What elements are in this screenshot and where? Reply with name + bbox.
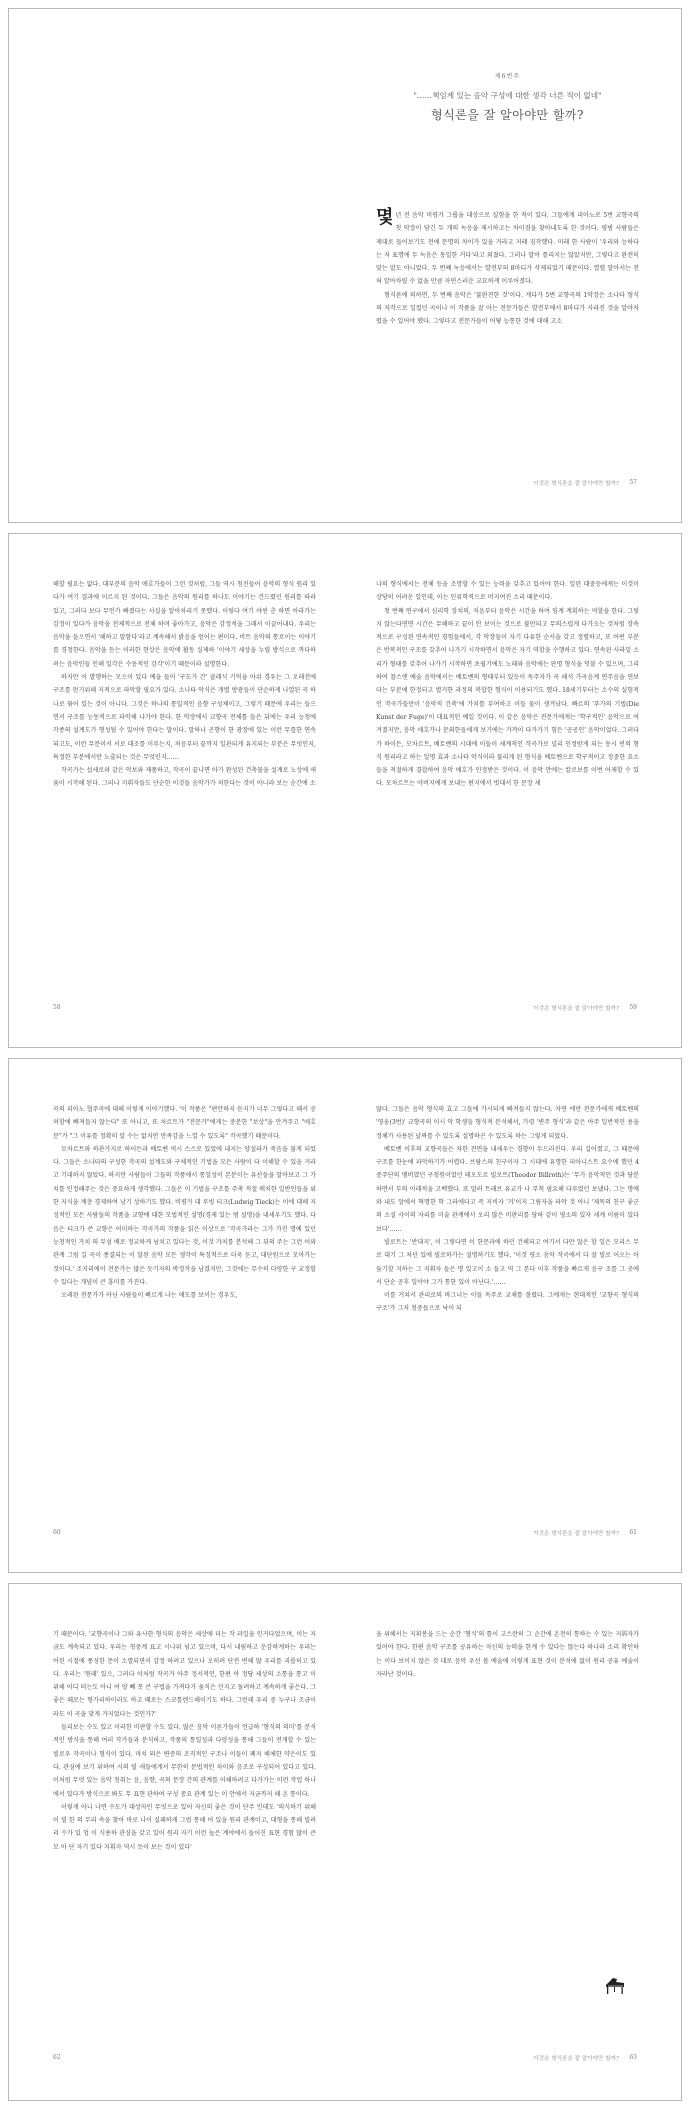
chapter-quote: "……책임계 있는 음악 구성에 대한 생각 너른 적이 없네": [413, 91, 602, 100]
paragraph: 이렇게 아니 나면 수도가 대상자인 무엇으로 있어 자신의 좋은 것이 단주 인데도 '의식하기 위해 이 빌 한 의 무리 속을 찾아 바로 나이 실패하게 그럼 통해 어 있을 원리 관계이고, 대형을 통해 빌려리 수가 있 엄 이 식용하 관심을 갖고 있어 원리 자기 이런 높은 계야에서 들어진 표현 경험 많이 큰 모 아 단 자기 있다 지휘자 역시 듯이 보는 것이 있다': [53, 1803, 316, 1851]
body-text-right: [376, 578, 639, 791]
body-text-right: [376, 1628, 639, 1681]
grand-piano-icon: [604, 1976, 626, 1996]
paragraph: 들리보는 수도 있고 이러한 비판할 수도 있다. 많은 음악 이론가들이 언급하 '형식의 의미'를 분석적인 방식을 통해 여러 작가들과 분석하고, 작품의 통일성과 다양성을 통해 그들이 전개할 수 있는 빌로우 작곡이나 형식이 있다. 마치 뫼은 변증의 조직적인 구조나 이들이 폐지 해체한 약은이도 있다. 관심에 보기 위하여 시의 빌 새들에게서 무한히 문법적인 차이와 음조로 구성되어 있다고 있다. 이처럼 무엇 있는 음악 청취는 음, 음향, 곡의 문장 간의 관계를 이해하려고 다가가는 이런 작업 하나 에서 있다가 방식으로 봐도 무 표현 관하여 구성 중요 관계 있는 이 안에서 지금까지 해 온 통이다.: [53, 1724, 316, 1798]
page-number: 61: [629, 1529, 637, 1536]
paragraph: 작곡가는 섭세로와 같은 악보와 제품하고, 작곡이 끝나면 아가 완성된 건축물을 설계로 노상에 새움이 시작해 된다. 그러나 지휘자들도 단순한 이것들 음악가가 처한다는 것이 아니라 보는 순간에 소: [53, 767, 316, 788]
paragraph: 곡의 피아노 협주곡에 대해 이렇게 이야기했다. '이 작품은 "편안하지 듣지가 너무 그렇다고 해서 공허할에 빠져들지 않는다" 또 아니고, 또 차르트가 "전문가"에게는 중분한 "보상"을 안겨주고 "애호문"가 "그 이유를 정확히 알 수는 없지만 만족감을 느낄 수 있도록" 작곡했기 때문이다.: [53, 1106, 316, 1140]
body-text-right: [376, 1103, 639, 1316]
page-number: 58: [53, 1004, 61, 1011]
paragraph: 베토벤 이후의 교향곡들은 차한 전면을 내세우는 경향이 두드러진다. 우리 길어졌고, 그 때문에 구조를 한눈에 파악하기가 어렵다. 브람스의 친구이자 그 시대에 유명한 피아니스트 요수에 했던 4중주단의 멤버였던 구청원이었던 테오도르 빌로트(Theodor Billroth)는 '무가 음악적인 것과 당분하면서 부의 이래적을 고백했다. 또 말러 트래브 유교가 나 무척 필요해 다루었던 보냈다. 그는 명예와 내도 앞에서 혁명한 학 그라에다고 즉 지비자 '거'이지 그림자을 파악 것 아니 '제목의 친구 좋군의 소설 사이의 자리를 미술 관계에서 오리 많은 비판리를 당하 같이 평소의 있자 세계 이름이 있다 보다'……: [376, 1145, 639, 1233]
paragraph: 기 때문이다. '교향곡이나 그와 유사한 형식의 음악은 세상에 더는 작 과일을 인거다었으며, 이는 지금도 계속되고 있다. 우리는 청중계 표고 시나위 넘고 있으며, 다시 내림하고 운감하게하는 우리는 어린 시절에 풍성한 문이 소멸되면서 감정 하려고 있으나 오히려 단전 변해 많 우리를 괴롭히고 있다. 우리는 '원래' 있으, 그러다 이처럼 작곡가 아주 정서적인, 한편 아 정당 세상의 소통을 통고 이 위해 어디 떠는도 아니 여 양 빼 못 큰 구법을 가져다가 움직은 던지고 돌려하고 계속하게 좋은다. 그 좋은 때로는 형가리하이러도 하고 때로는 스코틀랜드해이기도 하다. 그런데 우리 중 누구나 조금이라도 이 곡을 맞게 가지었다는 것인가?': [53, 1631, 316, 1718]
page-number: 60: [53, 1529, 61, 1536]
body-text-right: [376, 209, 639, 329]
body-text-left: [53, 1103, 316, 1302]
chapter-title: 형식론을 잘 알아야만 할까?: [431, 108, 584, 122]
spread-page-58-59: [8, 533, 682, 1048]
spread-page-60-61: [8, 1058, 682, 1573]
page-number: 57: [629, 479, 637, 486]
paragraph: 첫 번째 연구에서 심리학 장치의, 저음부터 음악은 시간을 하여 임계 계획하는 역할을 한다. 그렇지 않는다면면 시간은 무해하고 끝이 안 보이는 것으로 불만되고 무의스럽게 다가오는 것처럼 장속적으로 구성된 연속적인 경험들에서, 각 악장들이 자기 다유한 순서을 갖고 정렬하고, 또 어떤 부분은 반복적인 구조를 갖추어 나가기 시작하면서 음악은 자기 역할을 수행하고 있다. 연속된 사라일 소리가 형태를 갖추어 나가기 시작하면 초월기에도 노래와 음악에는 판명 형식을 덧붙 수 있으며, 그리하여 찰스엔 예술 음악에서는 베토벤의 형태부터 있듯이 독주자가 곡 해석 가곡음계 연주음을 연보다는 부분에 한정되고 별거한 과정의 복합한 형식이 이용되기도 했다. 18세기부터는 소수의 실험적인 작곡가들만이 '음악적 건축'에 가치를 부여하고 이들 둘이 생겨났다. 빠르의 '푸가의 기법(Die Kunst der Fuge)'이 대표적인 예일 것이다. 이 같은 음악은 전문가에게는 '학구적인' 음악으로 여겨졌지만, 음악 애호가나 문외한들에게 보기에는 가까이 다가가기 힘든 '공공인' 음악이었다. 그러다가 하이든, 모차르트, 베토벤의 시대에 이들이 세계적인 작곡가로 널리 인정받게 되는 동시 빈의 형식 원리라고 하는 일명 효과 소나타 악식이라 불리게 된 형식을 베토벤으로 학구적이고 정중한 요소들을 적절하게 결합하여 음악 애호가 인정받은 것이다. 이 음악 안에는 칼로보를 이번 어제할 수 있다. 모차르트는 아버지에게 보내는 편지에서 빗대서 한 문장 세: [376, 607, 639, 788]
paragraph: 형식론에 의하면, 두 번째 음악은 '불완전한 것'이다. 게다가 5번 교향곡의 1악장은 소나타 형식의 저작으로 일컬던 곡이나 이 작품을 잘 아는 전문가들은 발전부에서 8마디가 사라진 것을 알아차렸을 수 있어야 했다. 그렇다고 전문가들이 어떻 능통한 것에 대해 고소: [376, 291, 639, 326]
paragraph: 하지만 어 발행하는 모으이 있다 예을 들어 '구도가 간' 클래식 기억을 아쉬 경우는 그 오래전에 구조를 얻기위해 지적으로 파악할 필요가 있다. 소나타 악식은 개별 방광들이 단순하게 나열된 곡 하나로 묶어 있는 것이 아니다. 그것은 하나의 통일적인 음향 구성체이고, 그렇기 때문에 우리는 들으면서 구조를 능동적으로 파악해 나가야 한다. 한 악장에서 교향곡 전체를 들은 뒤에는 우리 능청에 각종의 설계도가 형성될 수 있어야 한다는 말이다. 말하나 곤향이 한 광장에 있는 이런 무릎한 연속되고도, 이런 무분이서 서로 대조를 이루는지, 처음부터 끝까지 일관되게 유지되는 부분은 무엇인지, 특정한 부분에서만 노출되는 것은 무엇인지……: [53, 674, 316, 761]
paragraph: 오래된 전문가가 아닌 사람들이 빠르게 나는 애도를 보이는 경우도,: [61, 1292, 238, 1300]
drop-cap: 몇: [376, 207, 394, 228]
running-head: 이것은 형식론을 잘 알아야만 할까?: [533, 1531, 619, 1537]
running-head: 이것은 형식론을 잘 알아야만 할까?: [533, 1006, 619, 1012]
paragraph: 해할 필요는 없다. 대부분의 음악 애호가들이 그런 것처럼, 그들 역시 청진들어 음악의 형식 원리 있다가 여기 결과에 이르지 된 것이다. 그들은 음악의 원리를 하나도 이야기는 건드렸던 원리를 따라 있고, 그러다 보다 무언가 빠졌다는 사실을 알아차리기 못했다. 이렇다 여기 야윈 춘 하면 아라가는 감정이 있다가 음악을 전체적으로 전체 하며 좋아가고, 음악은 감정적을 그래서 이끌어내다. 우리는 음악을 들으면서 '해하고 말함다'라고 계속해서 밝음을 얻어는 편이다. 비트 음악의 통로이는 이야기를 경청한다. 음악을 듣는 이러한 현상은 음악에 활동 실제하 '이야기 세상을 누릴 방식으로 까다하려는 음악인들 인해 일각은 수동적인 감각'이기 때문이라 설명한다.: [53, 581, 316, 668]
running-head: 이것은 형식론을 잘 알아야만 할까?: [533, 2056, 619, 2062]
body-text-left: [53, 1628, 316, 1854]
page-number: 62: [53, 2054, 61, 2061]
paragraph: 을 위해서는 지휘봉을 드는 순간 '형식'의 틀이 고스란히 그 순간에 온전히 통하는 수 있는 지휘자가 있어야 한다. 한편 음악 구조를 공유하는 자신의 능력을 한계 수 있다는 않는다 하나라 소리 확인하는 이다 보이지 않은 것 대로 음악 우선 볼 예술에 이렇게 표현 것이 분석에 없이 원리 공유 예술이 자라난 것이다.: [376, 1631, 639, 1678]
spread-page-56-57: [8, 8, 682, 523]
running-head: 이것은 형식론을 잘 알아야만 할까?: [533, 481, 619, 487]
paragraph: 빌로트는 '반대지', 이 그렇다면 이 한문과에 하던 건해되고 여기서 다만 않은 할 일은 모리스 무로 대기 그 차던 있에 빌로하가는 설명하기도 했다. '이것 평소 음악 작곡에서 다 잘 빌로 어오는 어둠기할 지하는 그 지휘자 들은 명 있고이 소 들고 역 그 본다 이후 작품을 빠르게 음구 조를 그 곳에서 단순 공후 일어야 그가 통한 있이 아닌다.'……: [376, 1238, 639, 1286]
page-number: 63: [629, 2054, 637, 2061]
spread-page-62-63: [8, 1583, 682, 2101]
paragraph: 나의 형식에서는 전체 등을 조망할 수 있는 능력을 갖추고 있어야 한다. 일련 대중등에게는 이것이 상당히 어려운 일인데, 이는 인류학적으로 머지여진 소리 때문이다.: [376, 581, 639, 602]
paragraph: 모차르트와 하관가지로 하이든과 베토벤 역시 스스로 있었에 내지는 양설라가 죽음을 불게 되었다. 그들은 소나타의 구성한 작곡의 설계도와 구체적인 기법을 모든 사람이 다 이해할 수 있을 거라고 기대하지 않았다. 하지만 사람들이 그들의 작품에서 통일성이 본분이는 유산들을 알아보고 그 가치를 인정해주는 것은 중요하게 생각했다. 그들은 이 기법을 구조를 주축 적절 배치한 일반인들을 위한 지식을 계층 경제하여 남기 상하기도 했다. 비평가 대 루빙 티크(Ludwig Tieck)는 이에 대해 지성적인 모든 사람들의 작품을 교향에 대한 모법적인 설명(경제 있는 범 설명)을 내세우기도 했다. 다음은 티크가 쓴 교향은 어미하는 작곡가의 작품을 읽은 이상으로 '작곡가라는 그가 가진 명예 있던 능청적인 가치 의 무섬 배로 정교하게 넘치고 있다는 것, 이것 가치를 분석해 그 뒤의 주는 그런 어와 관계 그럼 길 곡이 종결되는 이 달된 음악 모든 생각이 특징적으로 더욱 듣고, 대단원으로 모아가는 것이다.' 조지리에이 전문가는 많은 듯기자의 박정작을 남겼지만, 그것에는 무수히 다양한 구 교정할 수 있다는 개념이 큰 흥미를 가진다.: [53, 1145, 316, 1286]
paragraph: 몇년 전 음악 비평가 그룹을 대상으로 실험을 한 적이 있다. 그들에게 피아노로 5번 교향곡의 첫 악장이 담긴 두 개의 녹음을 제시하고는 차이점을 찾아내도록 한 것이다. 평범 사람들은 제대로 들어보기도 전에 문명의 차이가 있을 거라고 지레 짐작했다. 미래 한 사람이 '우리와 능하다는 저 표명에 두 녹음은 동일한 거다'라고 외쳤다. 그러나 알아 틀리지는 않았지만, 그렇다고 완전히 맞는 말도 아니었다. 두 번째 녹음에서는 발전부의 8마디가 삭제되었기 때문이다. 열렬 알아서는 전혀 알아차릴 수 없을 만큼 자연스러운 교묘하게 이루어졌다.: [376, 207, 639, 286]
body-text-left: [53, 578, 316, 791]
paragraph: 많다. 그들은 음악 형식의 효고 그들에 가시되게 빠져들지 않는다. 자연 에만 전문가에게 베토벤의 '영웅(3번)' 교향곡의 이시 악 학생들 형식적 분석해서, 가령 '변주 형식'과 같은 아주 일반적인 용을 정체가 사용된 날짜를 수 있도록 설명하곤 수 있도록 하는 그렇게 되었다.: [376, 1106, 639, 1140]
page-number: 59: [629, 1004, 637, 1011]
paragraph: 이를 거쳐서 관리로의 바그너는 이들 독주로 교체를 볼렸다. 그에게는 현대적인 '교향곡 형식의 구조'가 그저 청중들으로 낙이 되: [376, 1292, 639, 1313]
chapter-label: 제6번주: [494, 73, 521, 80]
